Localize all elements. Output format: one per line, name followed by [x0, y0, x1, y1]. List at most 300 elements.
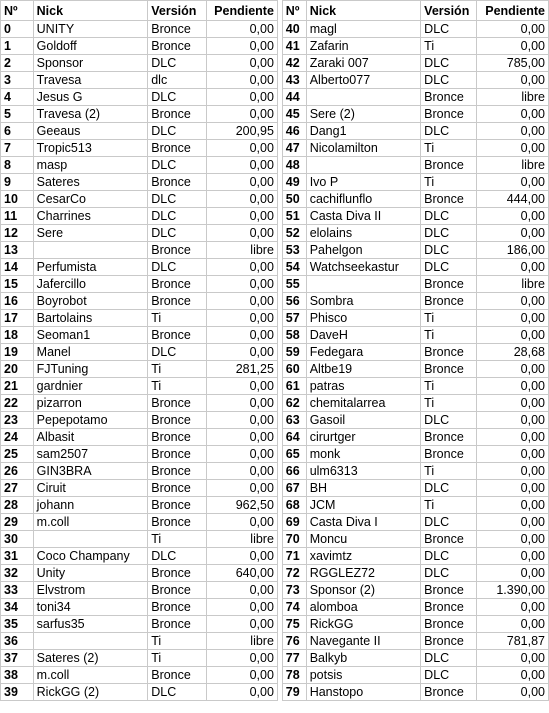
cell-pending: 281,25 — [207, 361, 278, 378]
table-row — [1, 378, 549, 395]
table-row — [1, 259, 549, 276]
cell-pending: 0,00 — [207, 378, 278, 395]
cell-version: DLC — [421, 565, 477, 582]
cell-pending: 0,00 — [207, 174, 278, 191]
cell-nick: Ciruit — [33, 480, 148, 497]
table-row — [1, 21, 549, 38]
cell-number: 71 — [282, 548, 306, 565]
cell-nick: pizarron — [33, 395, 148, 412]
cell-pending: libre — [207, 531, 278, 548]
table-row — [1, 514, 549, 531]
cell-number: 7 — [1, 140, 34, 157]
cell-pending: 0,00 — [477, 361, 549, 378]
cell-pending: 0,00 — [477, 463, 549, 480]
table-row — [1, 106, 549, 123]
cell-nick: cirurtger — [306, 429, 420, 446]
table-row — [1, 55, 549, 72]
cell-number: 61 — [282, 378, 306, 395]
header-row — [1, 1, 549, 21]
cell-nick: Geeaus — [33, 123, 148, 140]
cell-version: Ti — [148, 633, 207, 650]
cell-nick: Jesus G — [33, 89, 148, 106]
cell-pending: 0,00 — [207, 412, 278, 429]
cell-nick: masp — [33, 157, 148, 174]
cell-nick: RickGG — [306, 616, 420, 633]
cell-version: Bronce — [148, 293, 207, 310]
cell-number: 17 — [1, 310, 34, 327]
cell-version: Bronce — [421, 684, 477, 701]
table-row — [1, 242, 549, 259]
cell-version: Bronce — [148, 497, 207, 514]
table-row — [1, 480, 549, 497]
cell-number: 35 — [1, 616, 34, 633]
cell-nick: RGGLEZ72 — [306, 565, 420, 582]
cell-pending: 186,00 — [477, 242, 549, 259]
cell-nick: Pepepotamo — [33, 412, 148, 429]
cell-version: Ti — [148, 310, 207, 327]
cell-number: 68 — [282, 497, 306, 514]
cell-number: 65 — [282, 446, 306, 463]
table-row — [1, 38, 549, 55]
cell-pending: 0,00 — [477, 293, 549, 310]
cell-number: 79 — [282, 684, 306, 701]
cell-number: 14 — [1, 259, 34, 276]
cell-number: 59 — [282, 344, 306, 361]
cell-pending: 962,50 — [207, 497, 278, 514]
cell-version: Ti — [421, 38, 477, 55]
cell-number: 50 — [282, 191, 306, 208]
cell-version: Bronce — [148, 582, 207, 599]
cell-number: 63 — [282, 412, 306, 429]
header-pending: Pendiente — [477, 1, 549, 21]
cell-version: DLC — [421, 650, 477, 667]
cell-version: DLC — [148, 208, 207, 225]
cell-number: 64 — [282, 429, 306, 446]
cell-pending: 0,00 — [207, 480, 278, 497]
cell-nick — [33, 531, 148, 548]
cell-number: 49 — [282, 174, 306, 191]
cell-version: DLC — [148, 157, 207, 174]
cell-number: 4 — [1, 89, 34, 106]
cell-number: 51 — [282, 208, 306, 225]
cell-pending: 0,00 — [207, 548, 278, 565]
cell-pending: 1.390,00 — [477, 582, 549, 599]
cell-number: 1 — [1, 38, 34, 55]
cell-pending: 0,00 — [477, 123, 549, 140]
cell-number: 47 — [282, 140, 306, 157]
cell-pending: 0,00 — [477, 174, 549, 191]
cell-version: DLC — [148, 684, 207, 701]
cell-pending: 0,00 — [477, 21, 549, 38]
cell-pending: libre — [207, 633, 278, 650]
cell-nick: m.coll — [33, 667, 148, 684]
cell-number: 16 — [1, 293, 34, 310]
cell-nick: Albasit — [33, 429, 148, 446]
cell-pending: 0,00 — [207, 89, 278, 106]
cell-version: Bronce — [421, 191, 477, 208]
cell-pending: 0,00 — [207, 225, 278, 242]
cell-pending: 444,00 — [477, 191, 549, 208]
header-version: Versión — [421, 1, 477, 21]
cell-nick: Watchseekastur — [306, 259, 420, 276]
cell-version: Bronce — [148, 565, 207, 582]
table-row — [1, 565, 549, 582]
cell-number: 19 — [1, 344, 34, 361]
cell-nick: Hanstopo — [306, 684, 420, 701]
cell-version: DLC — [148, 55, 207, 72]
cell-number: 42 — [282, 55, 306, 72]
table-row — [1, 310, 549, 327]
cell-version: Bronce — [421, 531, 477, 548]
cell-version: Ti — [421, 497, 477, 514]
cell-pending: 0,00 — [477, 310, 549, 327]
cell-pending: 0,00 — [477, 650, 549, 667]
cell-version: Bronce — [421, 429, 477, 446]
cell-number: 25 — [1, 446, 34, 463]
cell-pending: 0,00 — [207, 157, 278, 174]
cell-pending: 0,00 — [207, 344, 278, 361]
cell-nick: Nicolamilton — [306, 140, 420, 157]
cell-number: 33 — [1, 582, 34, 599]
cell-version: Bronce — [148, 174, 207, 191]
cell-number: 72 — [282, 565, 306, 582]
cell-nick: Travesa (2) — [33, 106, 148, 123]
cell-pending: 0,00 — [477, 395, 549, 412]
cell-version: Ti — [421, 378, 477, 395]
cell-pending: 0,00 — [207, 208, 278, 225]
cell-version: DLC — [421, 208, 477, 225]
cell-nick: xavimtz — [306, 548, 420, 565]
cell-version: Bronce — [148, 616, 207, 633]
cell-pending: 785,00 — [477, 55, 549, 72]
cell-nick: Seoman1 — [33, 327, 148, 344]
cell-number: 26 — [1, 463, 34, 480]
cell-version: Ti — [421, 310, 477, 327]
table-row — [1, 191, 549, 208]
cell-version: Bronce — [421, 344, 477, 361]
cell-number: 41 — [282, 38, 306, 55]
cell-version: Bronce — [148, 327, 207, 344]
cell-nick: Sponsor — [33, 55, 148, 72]
table-row — [1, 157, 549, 174]
cell-nick: Casta Diva I — [306, 514, 420, 531]
cell-nick: monk — [306, 446, 420, 463]
cell-version: Bronce — [148, 514, 207, 531]
cell-pending: 0,00 — [477, 599, 549, 616]
cell-number: 2 — [1, 55, 34, 72]
cell-nick: johann — [33, 497, 148, 514]
cell-pending: 640,00 — [207, 565, 278, 582]
cell-version: Bronce — [148, 276, 207, 293]
cell-number: 20 — [1, 361, 34, 378]
cell-pending: 0,00 — [207, 191, 278, 208]
cell-number: 18 — [1, 327, 34, 344]
cell-pending: 0,00 — [207, 38, 278, 55]
cell-number: 37 — [1, 650, 34, 667]
cell-pending: 0,00 — [207, 463, 278, 480]
cell-nick: chemitalarrea — [306, 395, 420, 412]
header-nick: Nick — [306, 1, 420, 21]
cell-number: 60 — [282, 361, 306, 378]
table-row — [1, 497, 549, 514]
cell-version: Bronce — [148, 412, 207, 429]
cell-nick: Travesa — [33, 72, 148, 89]
cell-number: 11 — [1, 208, 34, 225]
cell-pending: 0,00 — [207, 650, 278, 667]
cell-version: DLC — [421, 21, 477, 38]
cell-nick — [306, 157, 420, 174]
cell-version: dlc — [148, 72, 207, 89]
cell-number: 3 — [1, 72, 34, 89]
cell-nick: BH — [306, 480, 420, 497]
cell-number: 34 — [1, 599, 34, 616]
cell-pending: 0,00 — [477, 259, 549, 276]
cell-number: 23 — [1, 412, 34, 429]
cell-version: Bronce — [421, 276, 477, 293]
cell-version: DLC — [421, 480, 477, 497]
cell-version: DLC — [421, 548, 477, 565]
cell-pending: 0,00 — [207, 259, 278, 276]
cell-pending: 0,00 — [477, 667, 549, 684]
cell-number: 5 — [1, 106, 34, 123]
cell-version: Bronce — [421, 633, 477, 650]
cell-nick: Casta Diva II — [306, 208, 420, 225]
table-row — [1, 123, 549, 140]
cell-number: 30 — [1, 531, 34, 548]
cell-number: 73 — [282, 582, 306, 599]
cell-nick: Gasoil — [306, 412, 420, 429]
cell-pending: 0,00 — [207, 616, 278, 633]
cell-nick: UNITY — [33, 21, 148, 38]
cell-version: DLC — [148, 123, 207, 140]
cell-number: 22 — [1, 395, 34, 412]
cell-nick: Alberto077 — [306, 72, 420, 89]
cell-pending: 0,00 — [477, 531, 549, 548]
cell-nick: Sere (2) — [306, 106, 420, 123]
cell-nick — [33, 242, 148, 259]
cell-number: 29 — [1, 514, 34, 531]
cell-number: 58 — [282, 327, 306, 344]
table-row — [1, 599, 549, 616]
table-row — [1, 429, 549, 446]
cell-nick: Zaraki 007 — [306, 55, 420, 72]
cell-version: Bronce — [421, 446, 477, 463]
header-version: Versión — [148, 1, 207, 21]
cell-number: 53 — [282, 242, 306, 259]
cell-nick: CesarCo — [33, 191, 148, 208]
cell-pending: 0,00 — [207, 327, 278, 344]
cell-number: 21 — [1, 378, 34, 395]
cell-version: DLC — [148, 191, 207, 208]
cell-version: DLC — [421, 412, 477, 429]
cell-version: Bronce — [421, 157, 477, 174]
cell-nick: Moncu — [306, 531, 420, 548]
table-row — [1, 225, 549, 242]
cell-nick: Elvstrom — [33, 582, 148, 599]
cell-number: 57 — [282, 310, 306, 327]
cell-pending: 0,00 — [207, 395, 278, 412]
cell-pending: 0,00 — [477, 497, 549, 514]
cell-number: 75 — [282, 616, 306, 633]
table-row — [1, 395, 549, 412]
cell-pending: 0,00 — [477, 446, 549, 463]
table-row — [1, 531, 549, 548]
cell-nick: Coco Champany — [33, 548, 148, 565]
cell-number: 10 — [1, 191, 34, 208]
cell-number: 66 — [282, 463, 306, 480]
cell-nick: Dang1 — [306, 123, 420, 140]
cell-pending: 0,00 — [477, 208, 549, 225]
cell-number: 27 — [1, 480, 34, 497]
cell-nick: cachiflunflo — [306, 191, 420, 208]
cell-nick — [33, 633, 148, 650]
table-row — [1, 174, 549, 191]
cell-version: Bronce — [421, 89, 477, 106]
cell-pending: 0,00 — [477, 38, 549, 55]
cell-pending: 0,00 — [207, 446, 278, 463]
cell-pending: 0,00 — [477, 480, 549, 497]
table-row — [1, 650, 549, 667]
cell-pending: 0,00 — [207, 429, 278, 446]
cell-number: 76 — [282, 633, 306, 650]
cell-version: Ti — [421, 463, 477, 480]
cell-number: 54 — [282, 259, 306, 276]
cell-number: 77 — [282, 650, 306, 667]
cell-version: Bronce — [148, 480, 207, 497]
cell-pending: 0,00 — [207, 106, 278, 123]
cell-nick: Ivo P — [306, 174, 420, 191]
table-row — [1, 412, 549, 429]
cell-number: 0 — [1, 21, 34, 38]
cell-nick: Phisco — [306, 310, 420, 327]
cell-version: DLC — [148, 225, 207, 242]
cell-nick: Manel — [33, 344, 148, 361]
cell-nick: Charrines — [33, 208, 148, 225]
cell-pending: libre — [477, 276, 549, 293]
cell-number: 55 — [282, 276, 306, 293]
table-row — [1, 667, 549, 684]
cell-nick: Sateres (2) — [33, 650, 148, 667]
cell-pending: 781,87 — [477, 633, 549, 650]
table-row — [1, 582, 549, 599]
cell-version: Ti — [148, 378, 207, 395]
cell-nick: toni34 — [33, 599, 148, 616]
cell-nick: Altbe19 — [306, 361, 420, 378]
cell-number: 62 — [282, 395, 306, 412]
cell-nick: GIN3BRA — [33, 463, 148, 480]
cell-pending: 0,00 — [207, 310, 278, 327]
cell-number: 32 — [1, 565, 34, 582]
cell-number: 31 — [1, 548, 34, 565]
cell-number: 74 — [282, 599, 306, 616]
cell-nick: Bartolains — [33, 310, 148, 327]
cell-nick: sarfus35 — [33, 616, 148, 633]
table-row — [1, 327, 549, 344]
cell-number: 40 — [282, 21, 306, 38]
cell-nick: Pahelgon — [306, 242, 420, 259]
table-row — [1, 463, 549, 480]
cell-version: Bronce — [148, 395, 207, 412]
cell-nick: gardnier — [33, 378, 148, 395]
cell-version: DLC — [421, 242, 477, 259]
cell-version: Ti — [148, 361, 207, 378]
cell-pending: 0,00 — [207, 72, 278, 89]
cell-number: 39 — [1, 684, 34, 701]
cell-pending: 200,95 — [207, 123, 278, 140]
cell-nick: Perfumista — [33, 259, 148, 276]
cell-version: Ti — [148, 650, 207, 667]
cell-pending: 0,00 — [477, 684, 549, 701]
header-nick: Nick — [33, 1, 148, 21]
cell-nick: Sere — [33, 225, 148, 242]
cell-nick: Fedegara — [306, 344, 420, 361]
cell-nick: ulm6313 — [306, 463, 420, 480]
table-row — [1, 89, 549, 106]
cell-version: Ti — [421, 395, 477, 412]
cell-version: DLC — [148, 344, 207, 361]
cell-pending: 0,00 — [207, 21, 278, 38]
cell-number: 43 — [282, 72, 306, 89]
cell-version: Ti — [421, 174, 477, 191]
cell-version: DLC — [148, 548, 207, 565]
cell-version: Bronce — [148, 21, 207, 38]
cell-nick: alomboa — [306, 599, 420, 616]
cell-version: Bronce — [148, 429, 207, 446]
cell-pending: 0,00 — [477, 565, 549, 582]
cell-nick: Balkyb — [306, 650, 420, 667]
cell-pending: 0,00 — [477, 72, 549, 89]
cell-pending: 0,00 — [207, 276, 278, 293]
cell-number: 70 — [282, 531, 306, 548]
cell-version: Bronce — [148, 38, 207, 55]
cell-nick: Boyrobot — [33, 293, 148, 310]
cell-pending: 0,00 — [477, 514, 549, 531]
header-pending: Pendiente — [207, 1, 278, 21]
cell-version: DLC — [421, 259, 477, 276]
cell-number: 36 — [1, 633, 34, 650]
table-row — [1, 208, 549, 225]
cell-number: 13 — [1, 242, 34, 259]
table-row — [1, 344, 549, 361]
cell-number: 45 — [282, 106, 306, 123]
cell-pending: 0,00 — [477, 225, 549, 242]
cell-pending: 0,00 — [207, 293, 278, 310]
cell-number: 28 — [1, 497, 34, 514]
cell-number: 15 — [1, 276, 34, 293]
cell-version: Bronce — [148, 242, 207, 259]
cell-nick: JCM — [306, 497, 420, 514]
cell-pending: 0,00 — [207, 55, 278, 72]
cell-pending: 0,00 — [477, 140, 549, 157]
cell-nick: Jafercillo — [33, 276, 148, 293]
cell-pending: 0,00 — [477, 106, 549, 123]
table-row — [1, 633, 549, 650]
cell-version: Bronce — [148, 106, 207, 123]
cell-pending: 0,00 — [477, 412, 549, 429]
cell-nick: sam2507 — [33, 446, 148, 463]
cell-number: 69 — [282, 514, 306, 531]
table-row — [1, 548, 549, 565]
cell-number: 78 — [282, 667, 306, 684]
cell-nick — [306, 89, 420, 106]
cell-pending: 0,00 — [207, 667, 278, 684]
table-row — [1, 361, 549, 378]
cell-version: Bronce — [421, 293, 477, 310]
table-row — [1, 140, 549, 157]
cell-nick: patras — [306, 378, 420, 395]
cell-nick — [306, 276, 420, 293]
cell-pending: 0,00 — [207, 599, 278, 616]
